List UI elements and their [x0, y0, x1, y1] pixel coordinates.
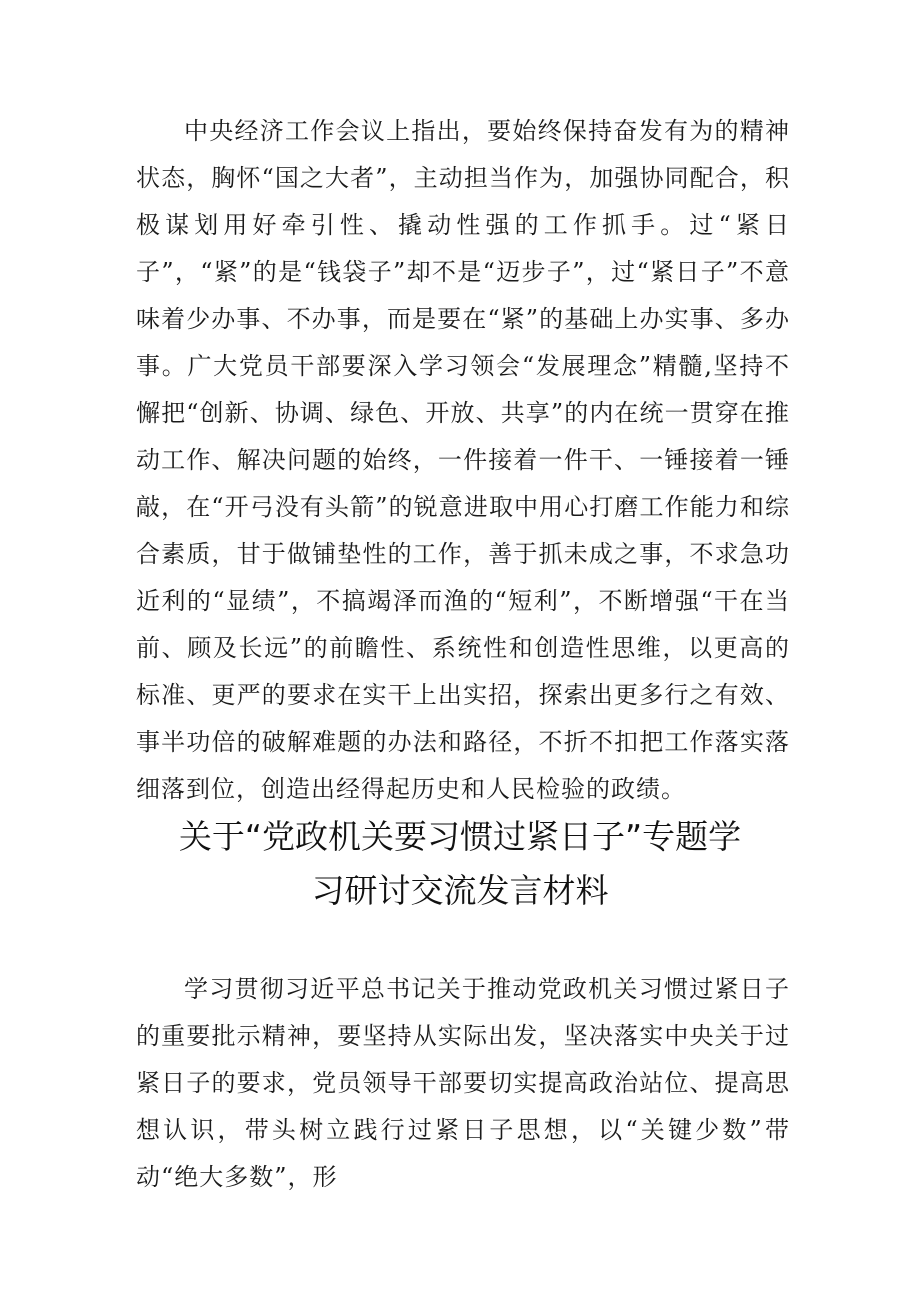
section-title — [120, 810, 800, 918]
body-paragraph-2: 学习贯彻习近平总书记关于推动党政机关习惯过紧日子的重要批示精神，要坚持从实际出发，坚决落实中央关于过紧日子的要求，党员领导干部要切实提高政治站位、提高思想认识，带头树立践行过紧日子思想，以“关键少数”带动“绝大多数”，形 — [136, 975, 790, 1191]
section-title-line-2: 习研讨交流发言材料 — [311, 871, 609, 910]
section-title-line-1: 关于“党政机关要习惯过紧日子”专题学 — [178, 817, 742, 856]
body-paragraph-1: 中央经济工作会议上指出，要始终保持奋发有为的精神状态，胸怀“国之大者”，主动担当作为，加强协同配合，积极谋划用好牵引性、撬动性强的工作抓手。过“紧日子”，“紧”的是“钱袋子”却不是“迈步子”，过“紧日子”不意味着少办事、不办事，而是要在“紧”的基础上办实事、多办事。广大党员干部要深入学习领会“发展理念”精髓,坚持不懈把“创新、协调、绿色、开放、共享”的内在统一贯穿在推动工作、解决问题的始终，一件接着一件干、一锤接着一锤敲，在“开弓没有头箭”的锐意进取中用心打磨工作能力和综合素质，甘于做铺垫性的工作，善于抓未成之事，不求急功近利的“显绩”，不搞竭泽而渔的“短利”，不断增强“干在当前、顾及长远”的前瞻性、系统性和创造性思维，以更高的标准、更严的要求在实干上出实招，探索出更多行之有效、事半功倍的破解难题的办法和路径，不折不扣把工作落实落细落到位，创造出经得起历史和人民检验的政绩。 — [136, 117, 790, 803]
